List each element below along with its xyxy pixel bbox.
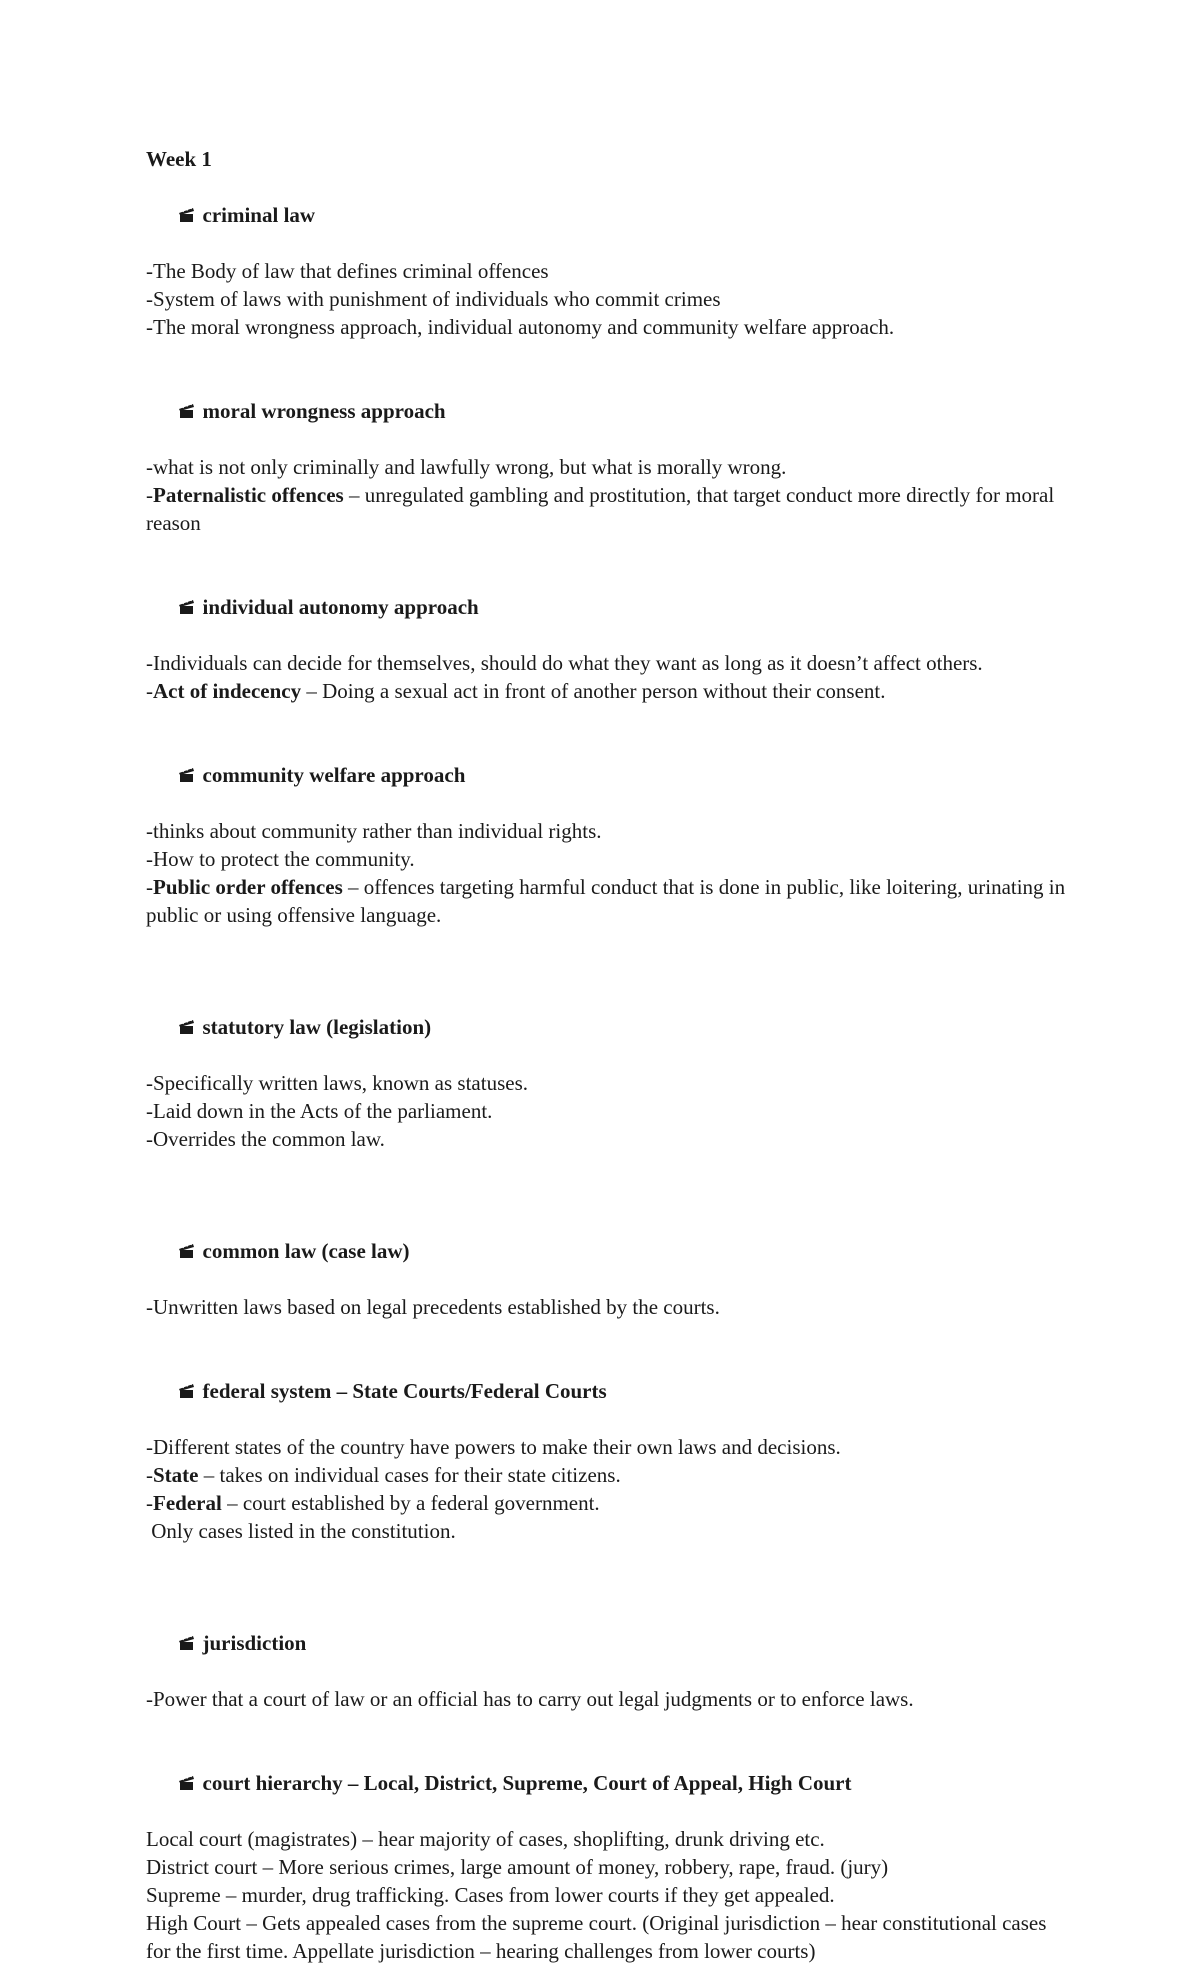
- section-court-hierarchy: [146, 1741, 1076, 1965]
- section-title: common law (case law): [202, 1239, 410, 1263]
- text-line: -System of laws with punishment of individuals who commit crimes: [146, 287, 721, 311]
- text-line: -How to protect the community.: [146, 847, 415, 871]
- text-line: -Overrides the common law.: [146, 1127, 385, 1151]
- section-title: criminal law: [202, 203, 316, 227]
- section-title: jurisdiction: [202, 1631, 307, 1655]
- clapperboard-icon: [178, 1018, 196, 1036]
- text-line: -Laid down in the Acts of the parliament.: [146, 1099, 493, 1123]
- section-title: federal system – State Courts/Federal Courts: [202, 1379, 607, 1403]
- text-line: -Different states of the country have powers to make their own laws and decisions.: [146, 1435, 841, 1459]
- section-individual-autonomy: [146, 565, 1076, 705]
- text-line: District court – More serious crimes, large amount of money, robbery, rape, fraud. (jury): [146, 1855, 889, 1879]
- section-federal-system: [146, 1349, 1076, 1545]
- text-line: -Power that a court of law or an official has to carry out legal judgments or to enforce laws.: [146, 1687, 914, 1711]
- week-heading: Week 1: [146, 147, 212, 171]
- text-line: -The Body of law that defines criminal offences: [146, 259, 549, 283]
- document-page: [146, 145, 1076, 1965]
- term-definition: – Doing a sexual act in front of another person without their consent.: [301, 679, 886, 703]
- clapperboard-icon: [178, 1774, 196, 1792]
- clapperboard-icon: [178, 402, 196, 420]
- text-line: High Court – Gets appealed cases from the supreme court. (Original jurisdiction – hear constitutional cases for the first time. Appellate jurisdiction – hearing challenges from lower courts): [146, 1911, 1052, 1963]
- clapperboard-icon: [178, 598, 196, 616]
- text-line: -Unwritten laws based on legal precedents established by the courts.: [146, 1295, 720, 1319]
- term: Public order offences: [153, 875, 343, 899]
- section-community-welfare: [146, 733, 1076, 929]
- text-line: -thinks about community rather than individual rights.: [146, 819, 602, 843]
- text-line: Only cases listed in the constitution.: [146, 1519, 456, 1543]
- term-line: -Paternalistic offences – unregulated gambling and prostitution, that target conduct more directly for moral reason: [146, 483, 1060, 535]
- section-common-law: [146, 1209, 1076, 1321]
- term-line: -Public order offences – offences targeting harmful conduct that is done in public, like loitering, urinating in public or using offensive language.: [146, 875, 1071, 927]
- text-line: Local court (magistrates) – hear majority of cases, shoplifting, drunk driving etc.: [146, 1827, 825, 1851]
- term: State: [153, 1463, 199, 1487]
- term: Act of indecency: [153, 679, 302, 703]
- text-line: -Individuals can decide for themselves, should do what they want as long as it doesn’t affect others.: [146, 651, 983, 675]
- text-line: Supreme – murder, drug trafficking. Cases from lower courts if they get appealed.: [146, 1883, 835, 1907]
- section-title: individual autonomy approach: [202, 595, 479, 619]
- section-moral-wrongness: [146, 369, 1076, 537]
- clapperboard-icon: [178, 1634, 196, 1652]
- section-criminal-law: [146, 173, 1076, 341]
- term: Federal: [153, 1491, 222, 1515]
- section-jurisdiction: [146, 1601, 1076, 1713]
- term-definition: – court established by a federal government.: [221, 1491, 600, 1515]
- text-line: -Specifically written laws, known as statuses.: [146, 1071, 528, 1095]
- clapperboard-icon: [178, 1382, 196, 1400]
- section-title: statutory law (legislation): [202, 1015, 432, 1039]
- term-line: -State – takes on individual cases for their state citizens.: [146, 1463, 621, 1487]
- section-title: moral wrongness approach: [202, 399, 446, 423]
- section-title: community welfare approach: [202, 763, 466, 787]
- clapperboard-icon: [178, 766, 196, 784]
- text-line: -The moral wrongness approach, individual autonomy and community welfare approach.: [146, 315, 895, 339]
- section-statutory-law: [146, 985, 1076, 1153]
- clapperboard-icon: [178, 1242, 196, 1260]
- section-title: court hierarchy – Local, District, Supreme, Court of Appeal, High Court: [202, 1771, 852, 1795]
- term-definition: – offences targeting harmful conduct that is done in public, like loitering, urinating in public or using offensive language.: [146, 875, 1071, 927]
- term-line: -Federal – court established by a federal government.: [146, 1491, 600, 1515]
- term-definition: – unregulated gambling and prostitution, that target conduct more directly for moral reason: [146, 483, 1060, 535]
- term-line: -Act of indecency – Doing a sexual act in front of another person without their consent.: [146, 679, 886, 703]
- term: Paternalistic offences: [153, 483, 344, 507]
- term-definition: – takes on individual cases for their state citizens.: [198, 1463, 621, 1487]
- clapperboard-icon: [178, 206, 196, 224]
- text-line: -what is not only criminally and lawfully wrong, but what is morally wrong.: [146, 455, 787, 479]
